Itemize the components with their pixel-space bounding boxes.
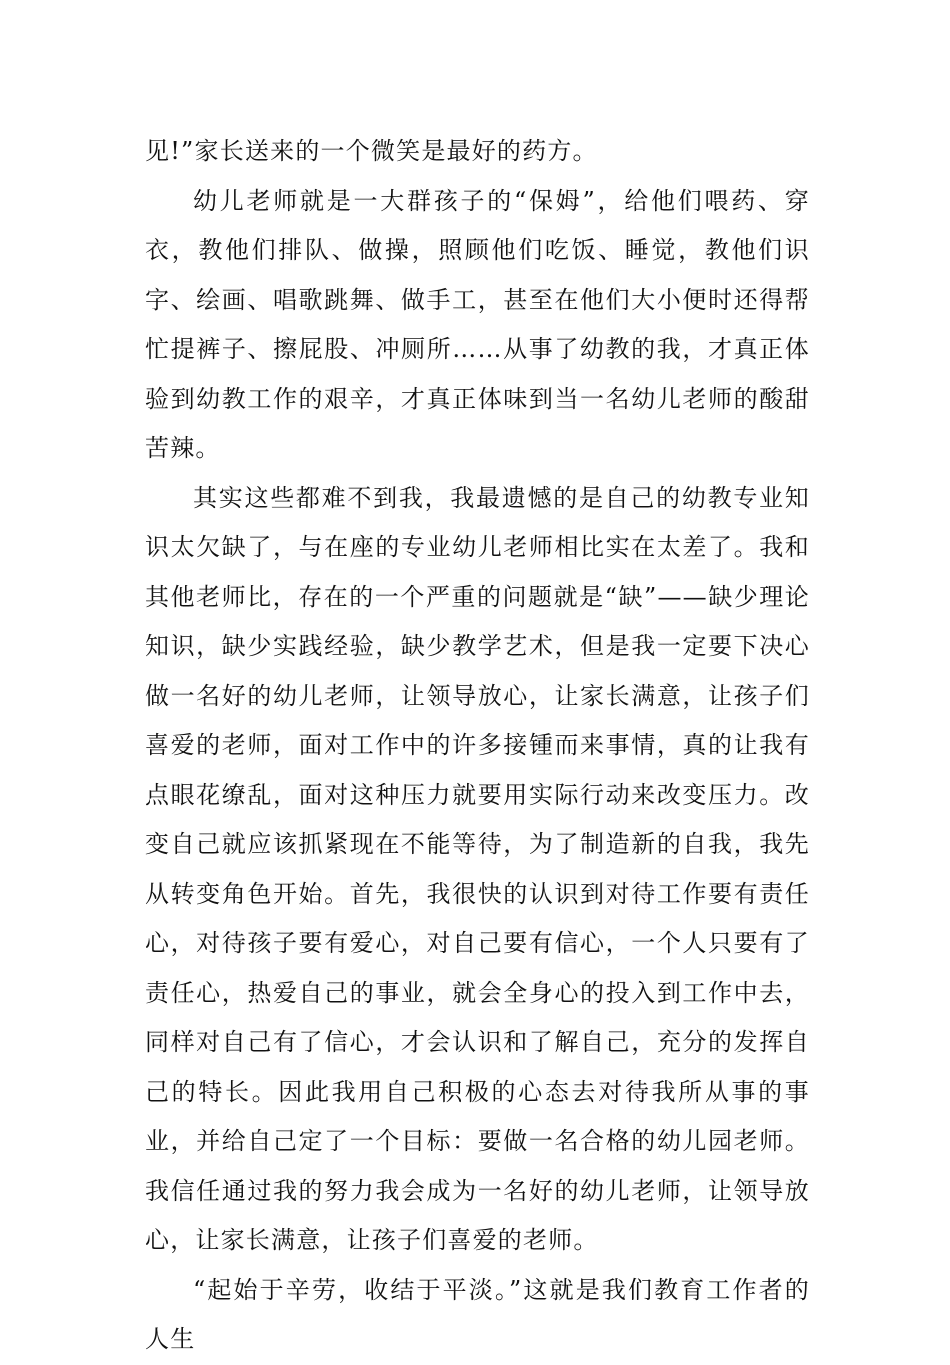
paragraph-2: 幼儿老师就是一大群孩子的“保姆”，给他们喂药、穿衣，教他们排队、做操，照顾他们吃饭、睡觉，教他们识字、绘画、唱歌跳舞、做手工，甚至在他们大小便时还得帮忙提裤子、擦屁股、冲厕所……从事了幼教的我，才真正体验到幼教工作的艰辛，才真正体味到当一名幼儿老师的酸甜苦辣。 [145, 186, 810, 462]
document-body [145, 127, 810, 1365]
paragraph-4: “起始于辛劳，收结于平淡。”这就是我们教育工作者的人生 [145, 1275, 810, 1353]
paragraph-3: 其实这些都难不到我，我最遗憾的是自己的幼教专业知识太欠缺了，与在座的专业幼儿老师相比实在太差了。我和其他老师比，存在的一个严重的问题就是“缺”——缺少理论知识，缺少实践经验，缺少教学艺术，但是我一定要下决心做一名好的幼儿老师，让领导放心，让家长满意，让孩子们喜爱的老师，面对工作中的许多接锺而来事情，真的让我有点眼花缭乱，面对这种压力就要用实际行动来改变压力。改变自己就应该抓紧现在不能等待，为了制造新的自我，我先从转变角色开始。首先，我很快的认识到对待工作要有责任心，对待孩子要有爱心，对自己要有信心，一个人只要有了责任心，热爱自己的事业，就会全身心的投入到工作中去，同样对自己有了信心，才会认识和了解自己，充分的发挥自己的特长。因此我用自己积极的心态去对待我所从事的事业，并给自己定了一个目标：要做一名合格的幼儿园老师。我信任通过我的努力我会成为一名好的幼儿老师，让领导放心，让家长满意，让孩子们喜爱的老师。 [145, 483, 810, 1254]
paragraph-1: 见!”家长送来的一个微笑是最好的药方。 [145, 137, 598, 165]
